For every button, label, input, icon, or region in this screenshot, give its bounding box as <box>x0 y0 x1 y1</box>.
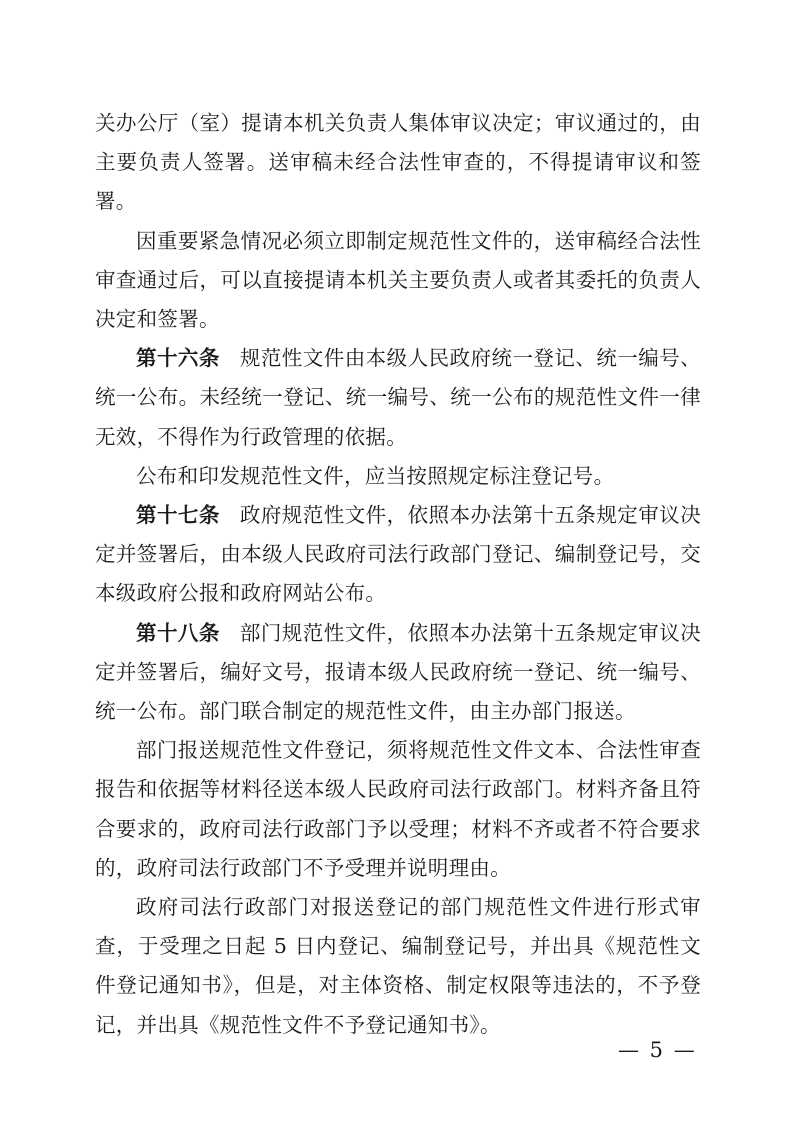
paragraph-text: 政府司法行政部门对报送登记的部门规范性文件进行形式审查，于受理之日起 5 日内登记、编制登记号，并出具《规范性文件登记通知书》，但是，对主体资格、制定权限等违法的，不予登记，并出具《规范性文件不予登记通知书》。 <box>95 895 701 1037</box>
paragraph-text: 关办公厅（室）提请本机关负责人集体审议决定；审议通过的，由主要负责人签署。送审稿未经合法性审查的，不得提请审议和签署。 <box>95 111 701 214</box>
paragraph-text: 规范性文件由本级人民政府统一登记、统一编号、统一公布。未经统一登记、统一编号、统一公布的规范性文件一律无效，不得作为行政管理的依据。 <box>95 346 701 449</box>
article-number: 第十七条 <box>136 503 220 528</box>
paragraph-text: 部门规范性文件，依照本办法第十五条规定审议决定并签署后，编好文号，报请本级人民政府统一登记、统一编号、统一公布。部门联合制定的规范性文件，由主办部门报送。 <box>95 620 701 724</box>
paragraph-7 <box>95 731 701 888</box>
article-17-paragraph <box>95 496 701 614</box>
paragraph-text: 部门报送规范性文件登记，须将规范性文件文本、合法性审查报告和依据等材料径送本级人民政府司法行政部门。材料齐备且符合要求的，政府司法行政部门予以受理；材料不齐或者不符合要求的，政府司法行政部门不予受理并说明理由。 <box>95 738 701 880</box>
article-number: 第十八条 <box>136 620 220 645</box>
article-18-paragraph <box>95 614 701 732</box>
paragraph-4 <box>95 457 701 496</box>
article-16-paragraph <box>95 339 701 457</box>
paragraph-2 <box>95 222 701 340</box>
page-number: — 5 — <box>618 1038 697 1062</box>
document-body <box>95 104 701 1045</box>
paragraph-1 <box>95 104 701 222</box>
paragraph-text: 因重要紧急情况必须立即制定规范性文件的，送审稿经合法性审查通过后，可以直接提请本机关主要负责人或者其委托的负责人决定和签署。 <box>95 228 701 332</box>
article-number: 第十六条 <box>136 346 220 371</box>
paragraph-text: 公布和印发规范性文件，应当按照规定标注登记号。 <box>136 463 615 488</box>
paragraph-text: 政府规范性文件，依照本办法第十五条规定审议决定并签署后，由本级人民政府司法行政部门登记、编制登记号，交本级政府公报和政府网站公布。 <box>95 503 701 606</box>
paragraph-8 <box>95 888 701 1045</box>
